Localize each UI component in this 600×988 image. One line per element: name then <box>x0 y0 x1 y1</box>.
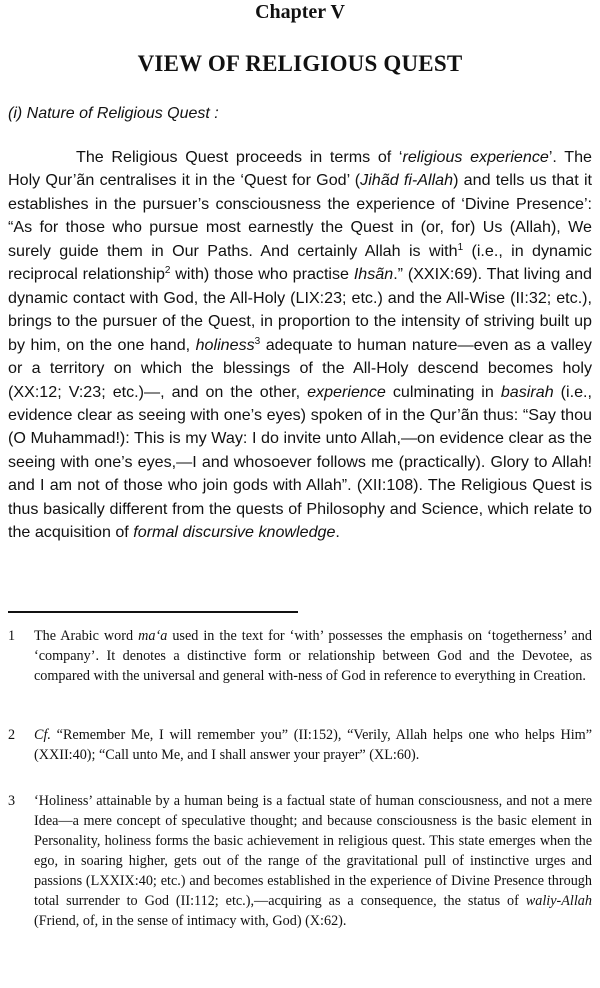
footnote-reference: 2 <box>164 265 171 277</box>
italic-phrase: religious experience <box>402 148 549 166</box>
body-paragraph <box>8 146 592 545</box>
text-run: (Friend, of, in the sense of intimacy with, God) (X:62). <box>34 913 347 929</box>
text-run: “Remember Me, I will remember you” (II:152), “Verily, Allah helps one who helps Him” (XXII:40); “Call unto Me, and I shall answer your prayer” (XL:60). <box>34 727 592 763</box>
footnote-text <box>34 725 592 765</box>
italic-phrase: formal discursive knowledge <box>133 523 336 542</box>
footnote-divider <box>8 611 298 613</box>
text-run: (i.e., evidence clear as seeing with one’s eyes) spoken of in the Qur’ãn thus: “Say thou (O Muhammad!): This is my Way: I do invite unto Allah,—on evidence clear as the seeing with one’s eyes,—I and whosoever follows me (practically). Glory to Allah! and I am not of those who join gods with Allah”. (XII:108). The Religious Quest is thus basically different from the quests of Philosophy and Science, which relate to the acquisition of <box>8 382 592 542</box>
footnote-3 <box>8 791 592 931</box>
italic-phrase: ma‘a <box>138 628 168 644</box>
chapter-title: VIEW OF RELIGIOUS QUEST <box>137 51 463 76</box>
footnote-text <box>34 791 592 931</box>
footnote-number: 1 <box>8 628 16 644</box>
text-run: The Arabic word <box>34 628 139 644</box>
footnote-number: 2 <box>8 727 16 743</box>
text-run: culminating in <box>385 382 501 401</box>
text-run: ‘Holiness’ attainable by a human being is a factual state of human consciousness, and not a mere Idea—a mere concept of speculative thought; and because consciousness is the basic element in Personality, holiness forms the basic achievement in religious quest. This state emerges when the ego, in soaring higher, gets out of the range of the gravitational pull of instinctive urges and passions (LXXIX:40; etc.) and becomes established in the experience of Divine Presence through total surrender to God (II:112; etc.),—acquiring as a consequence, the status of <box>34 793 592 909</box>
italic-phrase: experience <box>307 382 386 401</box>
footnote-reference: 1 <box>457 241 464 253</box>
footnote-number: 3 <box>8 793 16 809</box>
chapter-label: Chapter V <box>255 1 345 23</box>
footnote-reference: 3 <box>254 335 261 347</box>
text-run: with) those who practise <box>170 265 354 284</box>
footnote-2 <box>8 725 592 765</box>
text-run: (i.e., in dynamic reciprocal relationship <box>8 241 592 284</box>
italic-phrase: holiness <box>195 335 255 354</box>
italic-phrase: waliy-Allah <box>525 893 592 909</box>
footnote-1 <box>8 626 592 686</box>
italic-phrase: Jihãd fi-Allah <box>360 171 454 190</box>
text-run: .” (XXIX:69). That living and dynamic contact with God, the All-Holy (LIX:23; etc.) and the All-Wise (II:32; etc.), brings to the pursuer of the Quest, in proportion to the intensity of striving built up by him, on the one hand, <box>8 265 592 354</box>
text-run: . <box>335 523 340 542</box>
italic-phrase: Ihsãn <box>353 265 394 284</box>
text-run: ) and tells us that it establishes in the pursuer’s consciousness the experience of ‘Divine Presence’: “As for those who pursue most earnestly the Quest in (or, for) Us (Allah), We surely guide them in Our Paths. And certainly Allah is with <box>8 171 592 260</box>
footnote-text <box>34 626 592 686</box>
text-run: The Religious Quest proceeds in terms of ‘ <box>76 148 403 166</box>
section-heading: (i) Nature of Religious Quest : <box>8 105 219 122</box>
text-run: adequate to human nature—even as a valley or a territory on which the blessings of the All-Holy descend becomes holy (XX:12; V:23; etc.)—, and on the other, <box>8 335 592 401</box>
italic-phrase: Cf. <box>34 727 51 743</box>
italic-phrase: basirah <box>500 382 554 401</box>
text-run: used in the text for ‘with’ possesses the emphasis on ‘togetherness’ and ‘company’. It denotes a distinctive form or relationship between God and the Devotee, as compared with the universal and general with-ness of God in reference to everything in Creation. <box>34 628 592 684</box>
text-run: ’. The Holy Qur’ãn centralises it in the ‘Quest for God’ ( <box>8 148 592 190</box>
